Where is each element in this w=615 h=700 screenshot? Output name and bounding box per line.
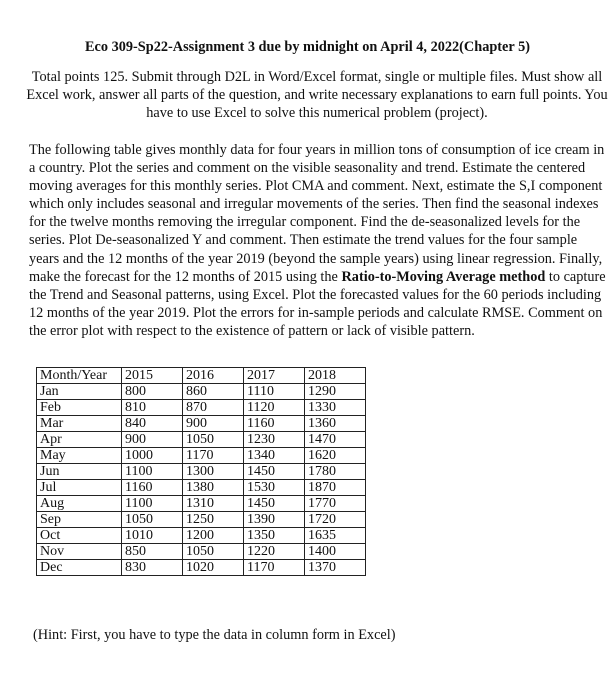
value-cell: 1160: [244, 416, 305, 432]
value-cell: 1360: [305, 416, 366, 432]
month-cell: Nov: [37, 544, 122, 560]
table-row: [37, 464, 366, 480]
value-cell: 1050: [122, 512, 183, 528]
value-cell: 1470: [305, 432, 366, 448]
table-row: [37, 432, 366, 448]
column-header-month-year: Month/Year: [37, 368, 122, 384]
value-cell: 1000: [122, 448, 183, 464]
value-cell: 1720: [305, 512, 366, 528]
value-cell: 1380: [183, 480, 244, 496]
value-cell: 1635: [305, 528, 366, 544]
value-cell: 1870: [305, 480, 366, 496]
value-cell: 1200: [183, 528, 244, 544]
value-cell: 1020: [183, 560, 244, 576]
problem-text-part1: The following table gives monthly data for four years in million tons of consumption of ice cream in a country. Plot the series and comment on the visible seasonality and trend. Estimate the centered moving averages for this monthly series. Plot CMA and comment. Next, estimate the S,I component which only includes seasonal and irregular movements of the series. Then find the seasonal indexes for the twelve months removing the irregular component. Find the de-seasonalized levels for the series. Plot De-seasonalized Y and comment. Then estimate the trend values for the four sample years and the 12 months of the year 2019 (beyond the sample years) using linear regression. Finally, make the forecast for the 12 months of 2015 using the: [29, 142, 605, 285]
submission-instructions: Total points 125. Submit through D2L in Word/Excel format, single or multiple files. Must show all Excel work, answer all parts of the question, and write necessary explanations to earn full points. You have to use Excel to solve this numerical problem (project).: [26, 69, 608, 121]
table-row: [37, 512, 366, 528]
column-header-2018: 2018: [305, 368, 366, 384]
problem-text-part2: to capture the Trend and Seasonal patterns, using Excel. Plot the forecasted values for the 60 periods including 12 months of the year 2019. Plot the errors for in-sample periods and calculate RMSE. Comment on the error plot with respect to the existence of pattern or lack of visible pattern.: [29, 268, 606, 339]
month-cell: Mar: [37, 416, 122, 432]
value-cell: 840: [122, 416, 183, 432]
ice-cream-consumption-table: [36, 367, 366, 576]
value-cell: 1450: [244, 464, 305, 480]
table-row: [37, 528, 366, 544]
value-cell: 1220: [244, 544, 305, 560]
column-header-2016: 2016: [183, 368, 244, 384]
value-cell: 1780: [305, 464, 366, 480]
value-cell: 870: [183, 400, 244, 416]
value-cell: 1370: [305, 560, 366, 576]
value-cell: 1100: [122, 464, 183, 480]
table-row: [37, 448, 366, 464]
document-title: Eco 309-Sp22-Assignment 3 due by midnight on April 4, 2022(Chapter 5): [85, 39, 530, 55]
month-cell: Jul: [37, 480, 122, 496]
problem-statement: [29, 141, 607, 340]
value-cell: 1330: [305, 400, 366, 416]
value-cell: 1350: [244, 528, 305, 544]
method-name: Ratio-to-Moving Average method: [341, 268, 546, 285]
value-cell: 1390: [244, 512, 305, 528]
value-cell: 1250: [183, 512, 244, 528]
table-row: [37, 384, 366, 400]
value-cell: 1170: [183, 448, 244, 464]
value-cell: 1120: [244, 400, 305, 416]
value-cell: 1620: [305, 448, 366, 464]
value-cell: 1400: [305, 544, 366, 560]
value-cell: 800: [122, 384, 183, 400]
value-cell: 900: [183, 416, 244, 432]
month-cell: Jun: [37, 464, 122, 480]
value-cell: 1050: [183, 432, 244, 448]
month-cell: Jan: [37, 384, 122, 400]
month-cell: Aug: [37, 496, 122, 512]
value-cell: 1340: [244, 448, 305, 464]
value-cell: 1290: [305, 384, 366, 400]
hint-text: (Hint: First, you have to type the data in column form in Excel): [33, 627, 396, 643]
value-cell: 1300: [183, 464, 244, 480]
column-header-2015: 2015: [122, 368, 183, 384]
value-cell: 1310: [183, 496, 244, 512]
value-cell: 1770: [305, 496, 366, 512]
value-cell: 850: [122, 544, 183, 560]
month-cell: Oct: [37, 528, 122, 544]
value-cell: 1230: [244, 432, 305, 448]
table-body: [37, 384, 366, 576]
value-cell: 1100: [122, 496, 183, 512]
month-cell: Dec: [37, 560, 122, 576]
month-cell: Sep: [37, 512, 122, 528]
value-cell: 1450: [244, 496, 305, 512]
month-cell: May: [37, 448, 122, 464]
table-row: [37, 480, 366, 496]
table-header-row: [37, 368, 366, 384]
value-cell: 1010: [122, 528, 183, 544]
value-cell: 810: [122, 400, 183, 416]
table-row: [37, 496, 366, 512]
table-row: [37, 544, 366, 560]
value-cell: 1160: [122, 480, 183, 496]
column-header-2017: 2017: [244, 368, 305, 384]
value-cell: 1110: [244, 384, 305, 400]
value-cell: 1530: [244, 480, 305, 496]
value-cell: 900: [122, 432, 183, 448]
value-cell: 830: [122, 560, 183, 576]
table-row: [37, 560, 366, 576]
month-cell: Apr: [37, 432, 122, 448]
table-row: [37, 416, 366, 432]
value-cell: 1050: [183, 544, 244, 560]
month-cell: Feb: [37, 400, 122, 416]
value-cell: 860: [183, 384, 244, 400]
table-row: [37, 400, 366, 416]
value-cell: 1170: [244, 560, 305, 576]
